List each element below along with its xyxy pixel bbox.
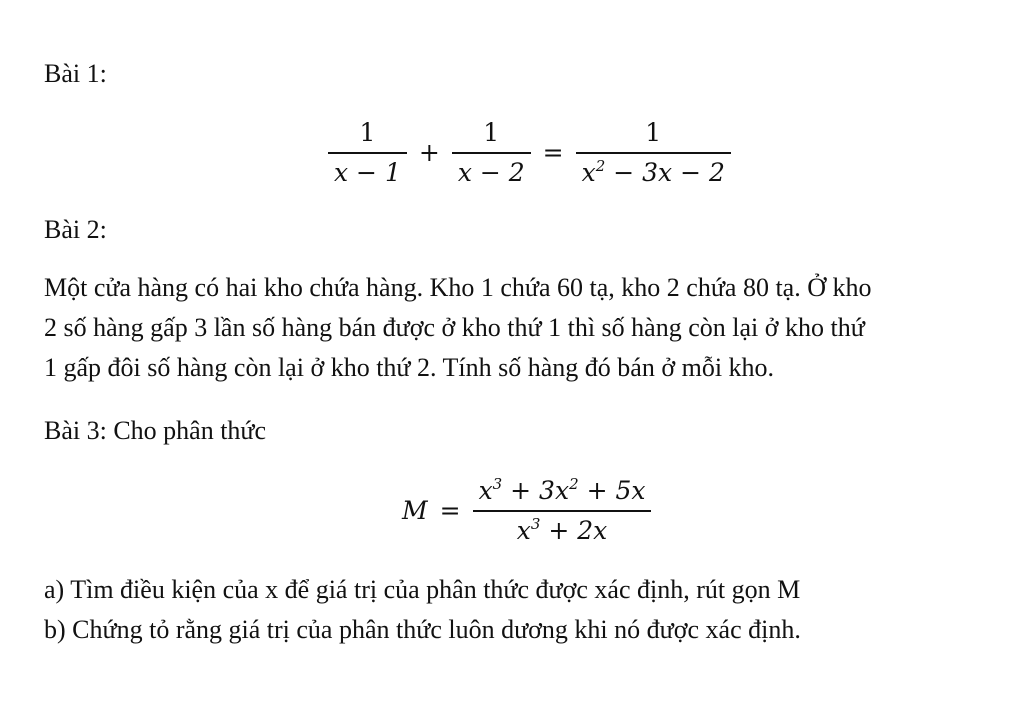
bai2-heading: Bài 2: <box>44 215 107 244</box>
fraction-2-denominator: x − 2 <box>457 158 525 187</box>
bai2-line: 2 số hàng gấp 3 lần số hàng bán được ở kho thứ 1 thì số hàng còn lại ở kho thứ <box>44 313 865 342</box>
fraction-2-numerator: 1 <box>483 118 500 147</box>
fraction-1-numerator: 1 <box>359 118 376 147</box>
equals-sign: = <box>439 496 461 525</box>
num-exponent: 2 <box>569 475 579 493</box>
bai2-line: 1 gấp đôi số hàng còn lại ở kho thứ 2. Tính số hàng đó bán ở mỗi kho. <box>44 353 775 382</box>
fraction-1-denominator: x − 1 <box>334 158 401 187</box>
bai2-line: Một cửa hàng có hai kho chứa hàng. Kho 1 chứa 60 tạ, kho 2 chứa 80 tạ. Ở kho <box>44 273 872 302</box>
bai3-part-a: a) Tìm điều kiện của x để giá trị của phân thức được xác định, rút gọn M <box>44 575 801 604</box>
num-exponent: 3 <box>492 475 503 493</box>
fraction-rhs-denominator <box>576 154 731 188</box>
bai1-heading: Bài 1: <box>44 59 107 88</box>
den-term: x <box>516 516 531 545</box>
den-rest: − 3x − 2 <box>605 158 725 187</box>
equals-sign: = <box>542 138 564 167</box>
fraction-1 <box>328 118 407 188</box>
lhs-variable: M <box>402 496 428 525</box>
bai2-paragraph <box>44 268 1004 388</box>
num-term: x <box>478 476 493 505</box>
den-exponent: 3 <box>530 515 541 533</box>
bai3-part-b: b) Chứng tỏ rằng giá trị của phân thức luôn dương khi nó được xác định. <box>44 615 801 644</box>
den-term: + 2x <box>540 516 608 545</box>
fraction-m <box>473 476 652 546</box>
fraction-m-denominator <box>511 512 614 546</box>
den-x: x <box>581 158 596 187</box>
num-term: + 3x <box>502 476 570 505</box>
fraction-m-numerator <box>473 476 652 510</box>
fraction-2 <box>452 118 531 188</box>
equation-bai3 <box>396 476 657 546</box>
equation-bai1 <box>322 118 737 188</box>
den-exponent: 2 <box>595 157 606 175</box>
num-term: + 5x <box>578 476 646 505</box>
fraction-rhs <box>576 118 731 188</box>
fraction-rhs-numerator: 1 <box>645 118 662 147</box>
bai3-heading: Bài 3: Cho phân thức <box>44 416 267 445</box>
plus-sign: + <box>418 138 440 167</box>
